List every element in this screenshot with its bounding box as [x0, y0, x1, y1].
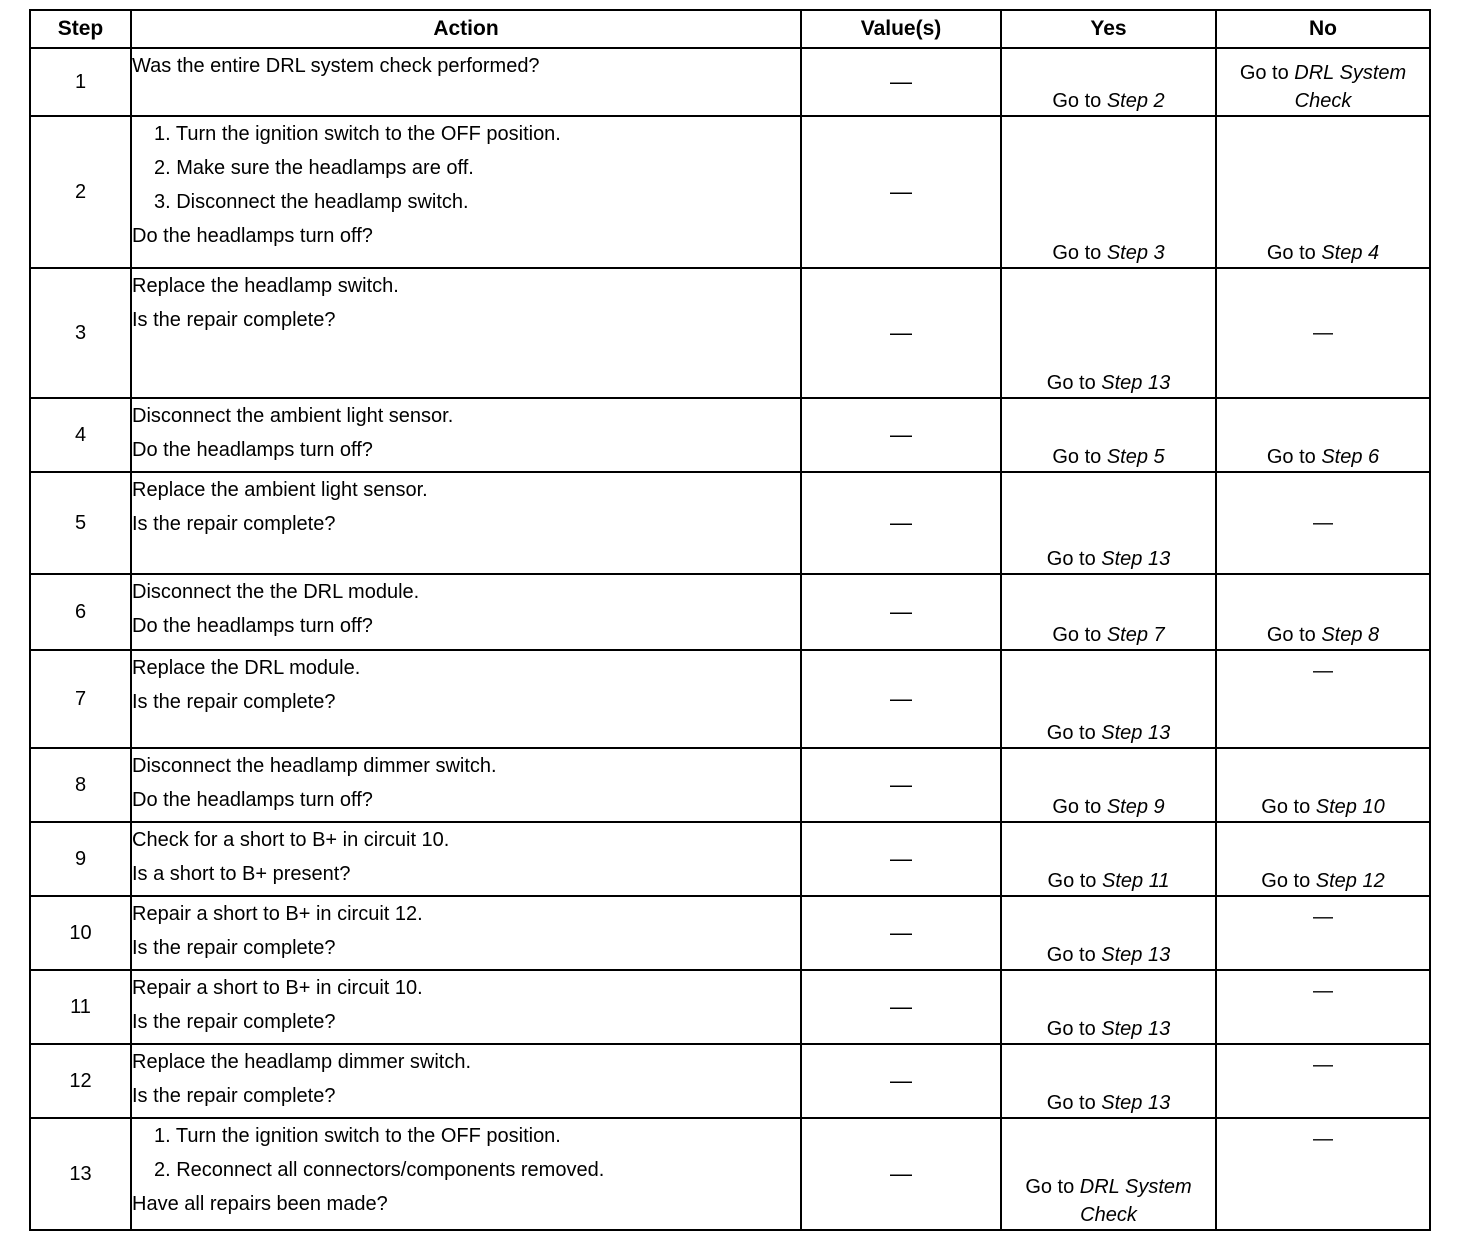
no-step-reference-link[interactable]: Step 12	[1315, 870, 1385, 892]
action-cell	[131, 970, 801, 1044]
table-row	[30, 970, 1430, 1044]
action-text: Disconnect the headlamp dimmer switch.	[132, 755, 497, 777]
action-text: Repair a short to B+ in circuit 10.	[132, 977, 423, 999]
no-result-cell	[1216, 822, 1430, 896]
yes-step-reference-link[interactable]: DRL System Check	[1079, 1176, 1192, 1226]
header-no: No	[1216, 10, 1430, 48]
no-goto-prefix: Go to	[1261, 796, 1316, 818]
header-action: Action	[131, 10, 801, 48]
yes-step-reference-link[interactable]: Step 13	[1101, 1018, 1171, 1040]
value-cell: —	[801, 116, 1001, 268]
action-text: Do the headlamps turn off?	[132, 439, 373, 461]
yes-goto-prefix: Go to	[1052, 446, 1107, 468]
action-text: Is the repair complete?	[132, 937, 336, 959]
action-cell	[131, 398, 801, 472]
yes-goto-prefix: Go to	[1046, 722, 1102, 744]
action-text: Replace the DRL module.	[132, 657, 361, 679]
yes-result-cell	[1001, 268, 1216, 398]
yes-goto-prefix: Go to	[1052, 242, 1107, 264]
table-row	[30, 822, 1430, 896]
action-text: Is the repair complete?	[132, 309, 336, 331]
yes-goto-prefix: Go to	[1025, 1176, 1080, 1198]
value-cell: —	[801, 650, 1001, 748]
yes-step-reference-link[interactable]: Step 2	[1106, 90, 1165, 112]
no-goto-prefix: Go to	[1261, 870, 1316, 892]
action-text: Is the repair complete?	[132, 691, 336, 713]
step-number: 8	[30, 748, 131, 822]
action-text: Disconnect the the DRL module.	[132, 581, 420, 603]
header-values: Value(s)	[801, 10, 1001, 48]
yes-step-reference-link[interactable]: Step 13	[1101, 372, 1171, 394]
no-result-cell	[1216, 748, 1430, 822]
step-number: 12	[30, 1044, 131, 1118]
value-cell: —	[801, 896, 1001, 970]
yes-goto-prefix: Go to	[1052, 796, 1107, 818]
header-yes: Yes	[1001, 10, 1216, 48]
table-row	[30, 48, 1430, 116]
action-list-item: 2. Make sure the headlamps are off.	[154, 157, 474, 179]
yes-goto-prefix: Go to	[1046, 372, 1102, 394]
table-row	[30, 398, 1430, 472]
action-text: Replace the headlamp dimmer switch.	[132, 1051, 472, 1073]
action-cell	[131, 650, 801, 748]
yes-result-cell	[1001, 574, 1216, 650]
no-result-cell	[1216, 48, 1430, 116]
no-goto-prefix: Go to	[1266, 624, 1322, 646]
step-number: 4	[30, 398, 131, 472]
step-number: 6	[30, 574, 131, 650]
yes-result-cell	[1001, 472, 1216, 574]
value-cell: —	[801, 268, 1001, 398]
action-text: Is the repair complete?	[132, 1085, 336, 1107]
value-cell: —	[801, 748, 1001, 822]
no-result-cell: —	[1216, 896, 1430, 970]
step-number: 1	[30, 48, 131, 116]
step-number: 9	[30, 822, 131, 896]
yes-goto-prefix: Go to	[1046, 1018, 1102, 1040]
table-row	[30, 896, 1430, 970]
yes-result-cell	[1001, 970, 1216, 1044]
action-text: Disconnect the ambient light sensor.	[132, 405, 454, 427]
action-text: Is the repair complete?	[132, 513, 336, 535]
no-step-reference-link[interactable]: Step 10	[1315, 796, 1385, 818]
yes-result-cell	[1001, 650, 1216, 748]
step-number: 2	[30, 116, 131, 268]
yes-step-reference-link[interactable]: Step 7	[1106, 624, 1165, 646]
yes-goto-prefix: Go to	[1052, 624, 1107, 646]
yes-goto-prefix: Go to	[1046, 548, 1102, 570]
action-text: Check for a short to B+ in circuit 10.	[132, 829, 450, 851]
yes-goto-prefix: Go to	[1046, 944, 1102, 966]
value-cell: —	[801, 574, 1001, 650]
step-number: 11	[30, 970, 131, 1044]
diagnostic-table	[29, 9, 1431, 1231]
step-number: 3	[30, 268, 131, 398]
action-text: Replace the ambient light sensor.	[132, 479, 428, 501]
step-number: 13	[30, 1118, 131, 1230]
no-result-cell: —	[1216, 970, 1430, 1044]
yes-goto-prefix: Go to	[1046, 1092, 1102, 1114]
yes-step-reference-link[interactable]: Step 5	[1106, 446, 1165, 468]
action-text: Was the entire DRL system check performed?	[132, 55, 540, 77]
table-row	[30, 116, 1430, 268]
step-number: 5	[30, 472, 131, 574]
step-number: 7	[30, 650, 131, 748]
action-cell	[131, 822, 801, 896]
action-list-item: 1. Turn the ignition switch to the OFF position.	[154, 1125, 561, 1147]
value-cell: —	[801, 1118, 1001, 1230]
yes-result-cell	[1001, 1044, 1216, 1118]
no-step-reference-link[interactable]: Step 6	[1321, 446, 1380, 468]
action-text: Is a short to B+ present?	[132, 863, 351, 885]
no-result-cell	[1216, 116, 1430, 268]
no-result-cell: —	[1216, 268, 1430, 398]
no-result-cell: —	[1216, 1044, 1430, 1118]
value-cell: —	[801, 472, 1001, 574]
no-goto-prefix: Go to	[1266, 446, 1322, 468]
yes-step-reference-link[interactable]: Step 13	[1101, 944, 1171, 966]
table-row	[30, 1118, 1430, 1230]
table-row	[30, 1044, 1430, 1118]
table-row	[30, 650, 1430, 748]
yes-step-reference-link[interactable]: Step 9	[1106, 796, 1165, 818]
yes-step-reference-link[interactable]: Step 13	[1101, 1092, 1171, 1114]
yes-result-cell	[1001, 896, 1216, 970]
action-text: Repair a short to B+ in circuit 12.	[132, 903, 423, 925]
value-cell: —	[801, 48, 1001, 116]
action-list-item: 1. Turn the ignition switch to the OFF position.	[154, 123, 561, 145]
yes-result-cell	[1001, 822, 1216, 896]
yes-step-reference-link[interactable]: Step 3	[1106, 242, 1165, 264]
step-number: 10	[30, 896, 131, 970]
value-cell: —	[801, 398, 1001, 472]
no-step-reference-link[interactable]: DRL System Check	[1294, 62, 1407, 112]
action-text: Do the headlamps turn off?	[132, 789, 373, 811]
action-list-item: 3. Disconnect the headlamp switch.	[154, 191, 469, 213]
table-row	[30, 574, 1430, 650]
table-body	[30, 48, 1430, 1230]
header-row	[30, 10, 1430, 48]
no-goto-prefix: Go to	[1239, 62, 1295, 84]
action-cell	[131, 48, 801, 116]
yes-step-reference-link[interactable]: Step 13	[1101, 548, 1171, 570]
action-text: Do the headlamps turn off?	[132, 225, 373, 247]
yes-result-cell	[1001, 48, 1216, 116]
no-goto-prefix: Go to	[1266, 242, 1322, 264]
action-list-item: 2. Reconnect all connectors/components removed.	[154, 1159, 605, 1181]
no-result-cell	[1216, 398, 1430, 472]
table-row	[30, 748, 1430, 822]
table-row	[30, 268, 1430, 398]
action-text: Have all repairs been made?	[132, 1193, 388, 1215]
action-cell	[131, 896, 801, 970]
yes-step-reference-link[interactable]: Step 13	[1101, 722, 1171, 744]
no-result-cell: —	[1216, 472, 1430, 574]
yes-goto-prefix: Go to	[1052, 90, 1107, 112]
action-cell	[131, 574, 801, 650]
value-cell: —	[801, 1044, 1001, 1118]
action-text: Do the headlamps turn off?	[132, 615, 373, 637]
action-cell	[131, 1118, 801, 1230]
action-cell	[131, 1044, 801, 1118]
action-cell	[131, 268, 801, 398]
yes-goto-prefix: Go to	[1047, 870, 1102, 892]
yes-result-cell	[1001, 398, 1216, 472]
value-cell: —	[801, 822, 1001, 896]
no-result-cell: —	[1216, 1118, 1430, 1230]
yes-result-cell	[1001, 748, 1216, 822]
yes-result-cell	[1001, 116, 1216, 268]
value-cell: —	[801, 970, 1001, 1044]
no-result-cell: —	[1216, 650, 1430, 748]
action-cell	[131, 748, 801, 822]
action-cell	[131, 472, 801, 574]
action-text: Is the repair complete?	[132, 1011, 336, 1033]
header-step: Step	[30, 10, 131, 48]
action-text: Replace the headlamp switch.	[132, 275, 399, 297]
action-cell	[131, 116, 801, 268]
no-step-reference-link[interactable]: Step 4	[1321, 242, 1380, 264]
table-row	[30, 472, 1430, 574]
no-result-cell	[1216, 574, 1430, 650]
yes-result-cell	[1001, 1118, 1216, 1230]
yes-step-reference-link[interactable]: Step 11	[1102, 870, 1170, 892]
no-step-reference-link[interactable]: Step 8	[1321, 624, 1380, 646]
